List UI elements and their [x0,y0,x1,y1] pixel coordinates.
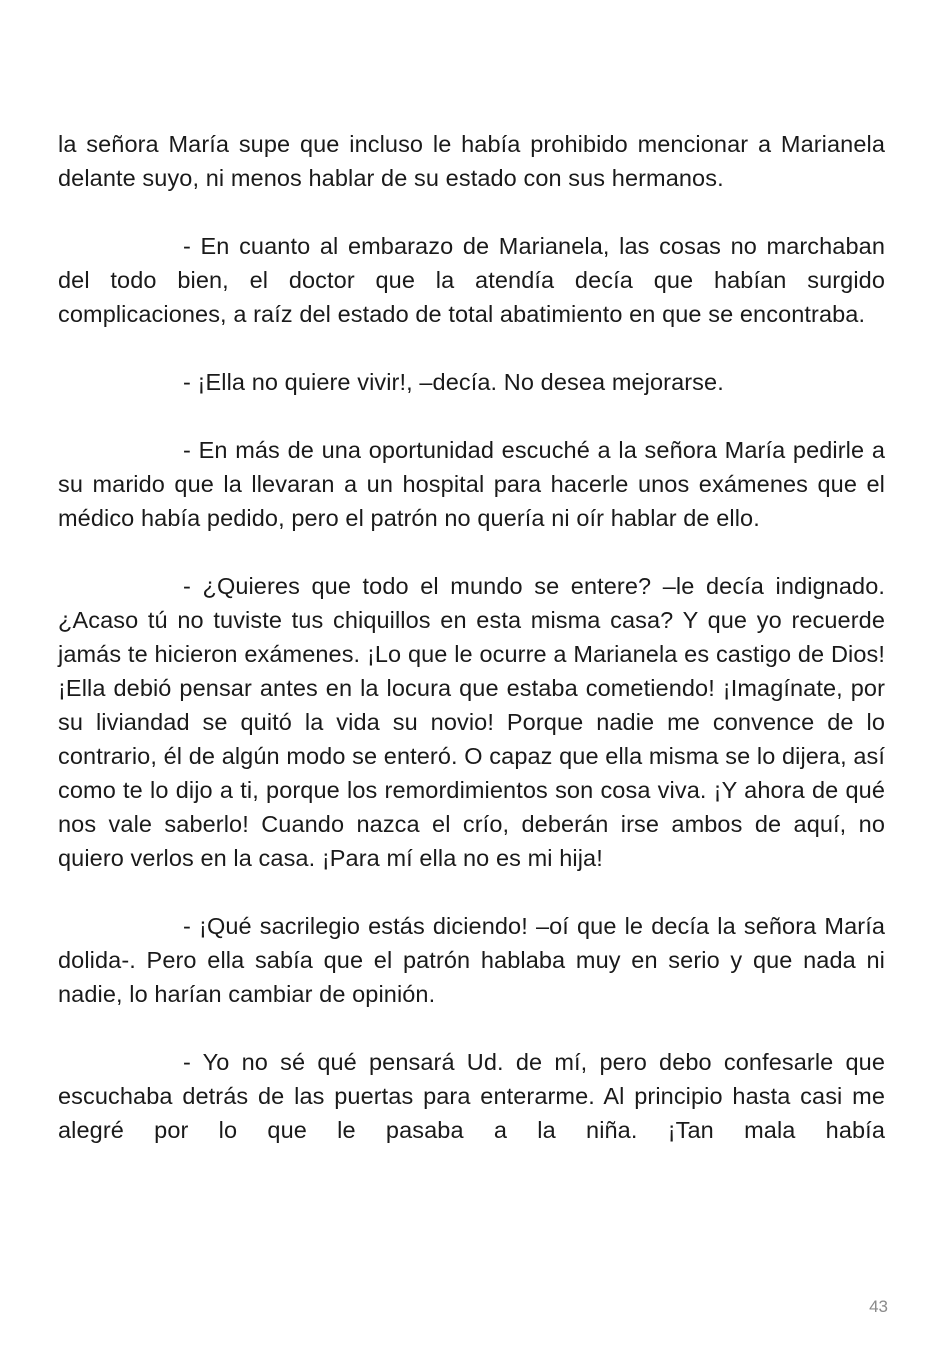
paragraph-7: - Yo no sé qué pensará Ud. de mí, pero debo confesarle que escuchaba detrás de las puertas para enterarme. Al principio hasta casi me alegré por lo que le pasaba a la niña. ¡Tan mala había [58,1049,885,1143]
paragraph-2: - En cuanto al embarazo de Marianela, las cosas no marchaban del todo bien, el doctor que la atendía decía que habían surgido complicaciones, a raíz del estado de total abatimiento en que se encontraba. [58,233,885,327]
paragraph-1: la señora María supe que incluso le había prohibido mencionar a Marianela delante suyo, ni menos hablar de su estado con sus hermanos. [58,131,885,191]
page-body [58,127,885,1181]
paragraph-6: - ¡Qué sacrilegio estás diciendo! –oí que le decía la señora María dolida-. Pero ella sabía que el patrón hablaba muy en serio y que nada ni nadie, lo harían cambiar de opinión. [58,913,885,1007]
paragraph-3: - ¡Ella no quiere vivir!, –decía. No desea mejorarse. [183,369,724,395]
paragraph-4: - En más de una oportunidad escuché a la señora María pedirle a su marido que la llevaran a un hospital para hacerle unos exámenes que el médico había pedido, pero el patrón no quería ni oír hablar de ello. [58,437,885,531]
page-number: 43 [869,1297,888,1316]
paragraph-5: - ¿Quieres que todo el mundo se entere? –le decía indignado. ¿Acaso tú no tuviste tus chiquillos en esta misma casa? Y que yo recuerde jamás te hicieron exámenes. ¡Lo que le ocurre a Marianela es castigo de Dios! ¡Ella debió pensar antes en la locura que estaba cometiendo! ¡Imagínate, por su liviandad se quitó la vida su novio! Porque nadie me convence de lo contrario, él de algún modo se enteró. O capaz que ella misma se lo dijera, así como te lo dijo a ti, porque los remordimientos son cosa viva. ¡Y ahora de qué nos vale saberlo! Cuando nazca el crío, deberán irse ambos de aquí, no quiero verlos en la casa. ¡Para mí ella no es mi hija! [58,573,885,871]
